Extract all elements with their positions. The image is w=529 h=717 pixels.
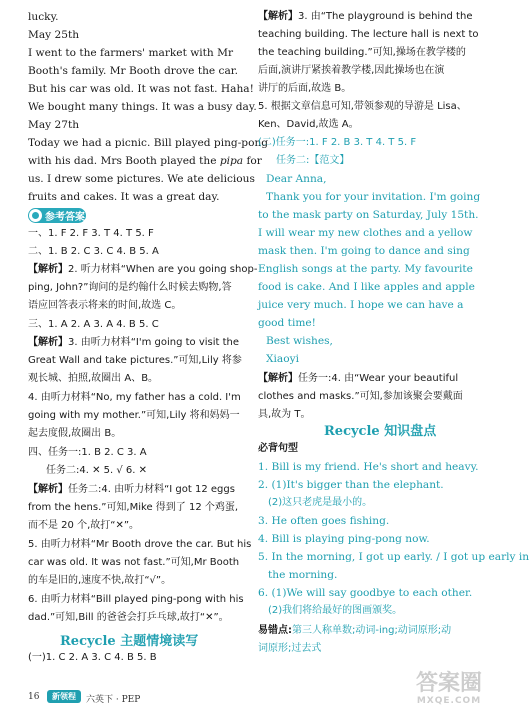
analysis-text: 2. 听力材料“When are you going shop-: [68, 264, 258, 275]
story-line: fruits and cakes. It was a great day.: [28, 191, 220, 203]
letter-line: mask then. I'm going to dance and sing: [258, 245, 470, 257]
analysis-line: 6. 由听力材料“Bill played ping-pong with his: [28, 594, 244, 605]
sentence-line: (2)我们将给最好的图画颁奖。: [268, 605, 403, 616]
letter-line: good time!: [258, 317, 316, 329]
analysis-line: 讲厅的后面,故选 B。: [258, 83, 352, 94]
analysis-line: 起去度假,故圈出 B。: [28, 428, 122, 439]
analysis-line: Great Wall and take pictures.”可知,Lily 将参: [28, 355, 242, 366]
grade-label: 六英下 · PEP: [86, 695, 141, 705]
letter-signature: Xiaoyi: [266, 353, 299, 365]
analysis-line: teaching building. The lecture hall is next to: [258, 29, 479, 40]
sentence-line: the morning.: [268, 569, 338, 581]
analysis-label: 【解析】: [28, 484, 68, 495]
answer-badge: [28, 208, 86, 223]
analysis-line: 观长城、拍照,故圈出 A、B。: [28, 373, 159, 384]
must-know-label: 必背句型: [258, 443, 298, 454]
watermark-logo: [406, 673, 492, 713]
model-essay-label: 任务二:【范文】: [276, 155, 350, 166]
badge-dot-icon: [29, 209, 42, 222]
story-line: But his car was old. It was not fast. Haha!: [28, 83, 254, 95]
analysis-line: [28, 483, 235, 497]
sentence-line: 1. Bill is my friend. He's short and heavy.: [258, 461, 479, 473]
story-date: May 25th: [28, 29, 80, 41]
letter-closing: Best wishes,: [266, 335, 333, 347]
analysis-line: clothes and masks.”可知,参加该聚会要戴面: [258, 391, 463, 402]
analysis-line: Ken、David,故选 A。: [258, 119, 359, 130]
answer-line: 二、1. B 2. C 3. C 4. B 5. A: [28, 246, 159, 257]
analysis-line: 后面,演讲厅紧挨着教学楼,因此操场也在演: [258, 65, 445, 76]
story-line: Booth's family. Mr Booth drove the car.: [28, 65, 239, 77]
story-line: [28, 154, 262, 168]
answer-line: (一)1. C 2. A 3. C 4. B 5. B: [28, 652, 157, 663]
letter-line: I will wear my new clothes and a yellow: [258, 227, 473, 239]
analysis-line: 4. 由听力材料“No, my father has a cold. I'm: [28, 392, 241, 403]
analysis-text: 任务一:4. 由“Wear your beautiful: [298, 373, 459, 384]
sentence-line: 6. (1)We will say goodbye to each other.: [258, 587, 473, 599]
analysis-line: 5. 根据文章信息可知,带领参观的导游是 Lisa、: [258, 101, 467, 112]
analysis-label: 【解析】: [258, 11, 298, 22]
analysis-label: 【解析】: [258, 373, 298, 384]
analysis-line: from the hens.”可知,Mike 得到了 12 个鸡蛋,: [28, 502, 239, 513]
letter-line: English songs at the party. My favourite: [258, 263, 473, 275]
easy-mistake-label: 易错点:: [258, 625, 292, 636]
watermark-url: MXQE.COM: [416, 696, 482, 706]
sentence-line: 3. He often goes fishing.: [258, 515, 390, 527]
analysis-line: 而不是 20 个,故打“✕”。: [28, 520, 140, 531]
sentence-line: 2. (1)It's bigger than the elephant.: [258, 479, 444, 491]
analysis-line: [258, 372, 458, 386]
easy-mistake-text: 第三人称单数;动词-ing;动词原形;动: [292, 625, 452, 636]
analysis-line: 具,故为 T。: [258, 409, 311, 420]
sentence-line: (2)这只老虎是最小的。: [268, 497, 373, 508]
answer-line: (二)任务一:1. F 2. B 3. T 4. T 5. F: [258, 137, 417, 148]
letter-line: to the mask party on Saturday, July 15th.: [258, 209, 479, 221]
analysis-line: the teaching building.”可知,操场在教学楼的: [258, 47, 466, 58]
letter-line: food is cake. And I like apples and apple: [258, 281, 475, 293]
story-line: Today we had a picnic. Bill played ping-pong: [28, 137, 269, 149]
story-text: with his dad. Mrs Booth played the: [28, 155, 220, 167]
analysis-line: [28, 263, 257, 277]
answer-line: 三、1. A 2. A 3. A 4. B 5. C: [28, 319, 159, 330]
analysis-text: 任务二:4. 由听力材料“I got 12 eggs: [68, 484, 235, 495]
story-line: lucky.: [28, 11, 59, 23]
analysis-line: going with my mother.”可知,Lily 将和妈妈一: [28, 410, 240, 421]
letter-line: Thank you for your invitation. I'm going: [266, 191, 481, 203]
analysis-line: [28, 336, 239, 350]
sentence-line: 4. Bill is playing ping-pong now.: [258, 533, 430, 545]
pipa-word: pipa: [219, 155, 244, 167]
analysis-label: 【解析】: [28, 337, 68, 348]
section-title: Recycle 知识盘点: [324, 424, 437, 439]
analysis-line: ping, John?”询问的是约翰什么时候去购物,答: [28, 282, 232, 293]
answer-line: 一、1. F 2. F 3. T 4. T 5. F: [28, 228, 154, 239]
story-line: I went to the farmers' market with Mr: [28, 47, 234, 59]
analysis-line: dad.”可知,Bill 的爸爸会打乒乓球,故打“✕”。: [28, 612, 229, 623]
analysis-line: car was old. It was not fast.”可知,Mr Booth: [28, 557, 240, 568]
story-line: We bought many things. It was a busy day.: [28, 101, 257, 113]
story-text: for: [243, 155, 262, 167]
analysis-line: 5. 由听力材料“Mr Booth drove the car. But his: [28, 539, 252, 550]
analysis-text: 3. 由听力材料“I'm going to visit the: [68, 337, 240, 348]
letter-line: juice very much. I hope we can have a: [258, 299, 464, 311]
easy-mistake-line: 词原形;过去式: [258, 643, 322, 654]
story-line: us. I drew some pictures. We ate delicious: [28, 173, 255, 185]
analysis-text: 3. 由“The playground is behind the: [298, 11, 473, 22]
analysis-line: 的车是旧的,速度不快,故打“√”。: [28, 575, 172, 586]
easy-mistake-line: [258, 624, 451, 638]
section-title: Recycle 主题情境读写: [60, 634, 199, 649]
brand-logo: 新领程: [47, 690, 81, 703]
watermark-main: 答案圈: [415, 671, 482, 696]
analysis-line: [258, 10, 472, 24]
answer-line: 任务二:4. ✕ 5. √ 6. ✕: [46, 465, 148, 476]
letter-greeting: Dear Anna,: [266, 173, 327, 185]
page-number: 16: [28, 692, 40, 702]
analysis-label: 【解析】: [28, 264, 68, 275]
answer-line: 四、任务一:1. B 2. C 3. A: [28, 447, 147, 458]
story-date: May 27th: [28, 119, 80, 131]
badge-label: 参考答案: [45, 212, 85, 223]
sentence-line: 5. In the morning, I got up early. / I got up early in: [258, 551, 529, 563]
analysis-line: 语应回答表示将来的时间,故选 C。: [28, 300, 182, 311]
